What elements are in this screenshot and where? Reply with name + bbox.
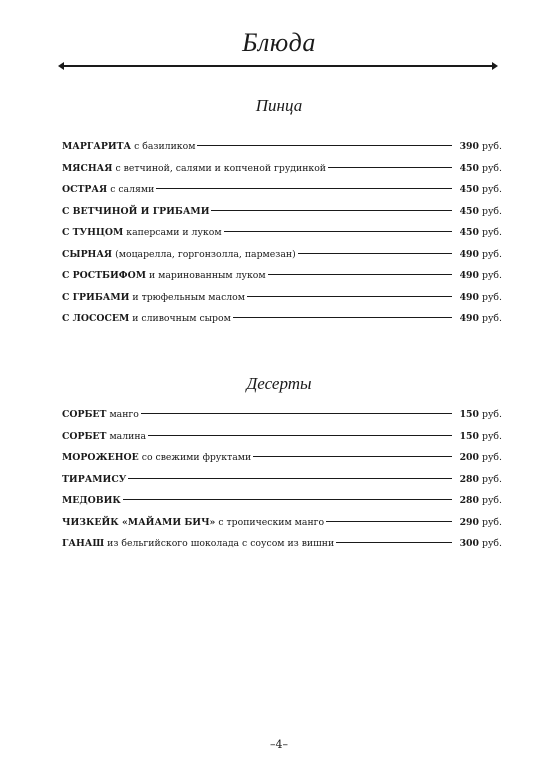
section-title-desserts: Десерты	[246, 374, 312, 393]
menu-item-description: манго	[109, 409, 139, 420]
menu-item	[62, 201, 500, 223]
menu-item-name: С ЛОСОСЕМ	[62, 313, 130, 324]
menu-item	[62, 179, 500, 201]
leader-line	[141, 413, 452, 414]
menu-item	[62, 158, 500, 180]
menu-item-description: каперсами и луком	[126, 227, 222, 238]
menu-item-price: 150	[459, 430, 479, 442]
menu-item-price: 450	[459, 184, 479, 195]
menu-item-description: со свежими фруктами	[141, 452, 252, 463]
menu-item-price: 150	[459, 409, 479, 420]
menu-list-desserts	[62, 404, 500, 555]
leader-line	[253, 456, 452, 457]
menu-item-price: 450	[459, 227, 479, 238]
menu-item-name: ТИРАМИСУ	[62, 473, 127, 485]
menu-item	[62, 469, 500, 491]
menu-item-name: МЕДОВИК	[62, 495, 121, 506]
menu-item-name: МАРГАРИТА	[62, 141, 132, 152]
menu-item-price: 280	[459, 495, 479, 506]
menu-list-pinza	[62, 136, 500, 330]
menu-item-currency: руб.	[482, 495, 502, 506]
menu-item	[62, 222, 500, 244]
menu-item-price: 450	[459, 162, 479, 174]
leader-line	[123, 499, 452, 500]
menu-item-description: и трюфельным маслом	[132, 291, 246, 303]
menu-item-price: 490	[459, 291, 479, 303]
menu-item-price: 300	[459, 538, 479, 549]
leader-line	[326, 521, 452, 522]
menu-item-currency: руб.	[482, 430, 502, 442]
menu-item-currency: руб.	[482, 516, 502, 528]
menu-item-description: и маринованным луком	[148, 270, 266, 281]
menu-item-description: и сливочным сыром	[132, 313, 231, 324]
title-divider	[62, 65, 494, 67]
menu-item-description: с ветчиной, салями и копченой грудинкой	[115, 162, 327, 174]
leader-line	[298, 253, 452, 254]
menu-item-name: С ТУНЦОМ	[62, 227, 124, 238]
page-number: –4–	[270, 738, 288, 751]
section-title-pinza: Пинца	[255, 96, 303, 115]
menu-item-currency: руб.	[482, 184, 502, 195]
menu-item	[62, 136, 500, 158]
page-title: Блюда	[242, 28, 316, 57]
menu-item-name: СЫРНАЯ	[62, 248, 113, 260]
menu-item	[62, 533, 500, 555]
leader-line	[233, 317, 452, 318]
menu-item-currency: руб.	[482, 473, 502, 485]
menu-item-currency: руб.	[482, 313, 502, 324]
menu-item-name: МЯСНАЯ	[62, 162, 113, 174]
leader-line	[224, 231, 452, 232]
menu-item	[62, 308, 500, 330]
menu-item-price: 290	[459, 516, 479, 528]
leader-line	[211, 210, 452, 211]
menu-item-price: 280	[459, 473, 479, 485]
leader-line	[148, 435, 452, 436]
menu-item	[62, 447, 500, 469]
leader-line	[268, 274, 452, 275]
menu-item-name: С РОСТБИФОМ	[62, 270, 146, 281]
menu-item-description: с салями	[110, 184, 155, 195]
leader-line	[197, 145, 452, 146]
menu-item-name: ГАНАШ	[62, 538, 105, 549]
menu-item-price: 490	[459, 248, 479, 260]
menu-item-description: (моцарелла, горгонзолла, пармезан)	[115, 248, 296, 260]
menu-item-currency: руб.	[482, 409, 502, 420]
menu-item-name: С ВЕТЧИНОЙ И ГРИБАМИ	[62, 205, 210, 217]
leader-line	[328, 167, 452, 168]
menu-item-description: с тропическим манго	[218, 516, 325, 528]
menu-item-name: С ГРИБАМИ	[62, 291, 130, 303]
menu-item-description: из бельгийского шоколада с соусом из вишни	[107, 538, 335, 549]
menu-item-currency: руб.	[482, 205, 502, 217]
menu-item-price: 490	[459, 270, 479, 281]
menu-item	[62, 265, 500, 287]
menu-item-currency: руб.	[482, 248, 502, 260]
menu-item	[62, 287, 500, 309]
menu-item	[62, 426, 500, 448]
menu-item-price: 490	[459, 313, 479, 324]
leader-line	[156, 188, 452, 189]
menu-item-price: 390	[459, 141, 479, 152]
menu-item-currency: руб.	[482, 452, 502, 463]
menu-item-description: с базиликом	[134, 141, 196, 152]
menu-item-name: МОРОЖЕНОЕ	[62, 452, 139, 463]
menu-item-name: ОСТРАЯ	[62, 184, 108, 195]
menu-item	[62, 490, 500, 512]
menu-item-description: малина	[109, 430, 147, 442]
menu-item-currency: руб.	[482, 162, 502, 174]
menu-item-currency: руб.	[482, 141, 502, 152]
menu-item-name: СОРБЕТ	[62, 430, 107, 442]
leader-line	[247, 296, 452, 297]
leader-line	[336, 542, 452, 543]
menu-item-currency: руб.	[482, 270, 502, 281]
menu-item-price: 200	[459, 452, 479, 463]
menu-item	[62, 404, 500, 426]
menu-item-currency: руб.	[482, 291, 502, 303]
leader-line	[128, 478, 452, 479]
menu-item-name: ЧИЗКЕЙК «МАЙАМИ БИЧ»	[62, 516, 216, 528]
menu-item-name: СОРБЕТ	[62, 409, 107, 420]
menu-item	[62, 244, 500, 266]
menu-item-currency: руб.	[482, 227, 502, 238]
menu-item-price: 450	[459, 205, 479, 217]
menu-item-currency: руб.	[482, 538, 502, 549]
menu-item	[62, 512, 500, 534]
